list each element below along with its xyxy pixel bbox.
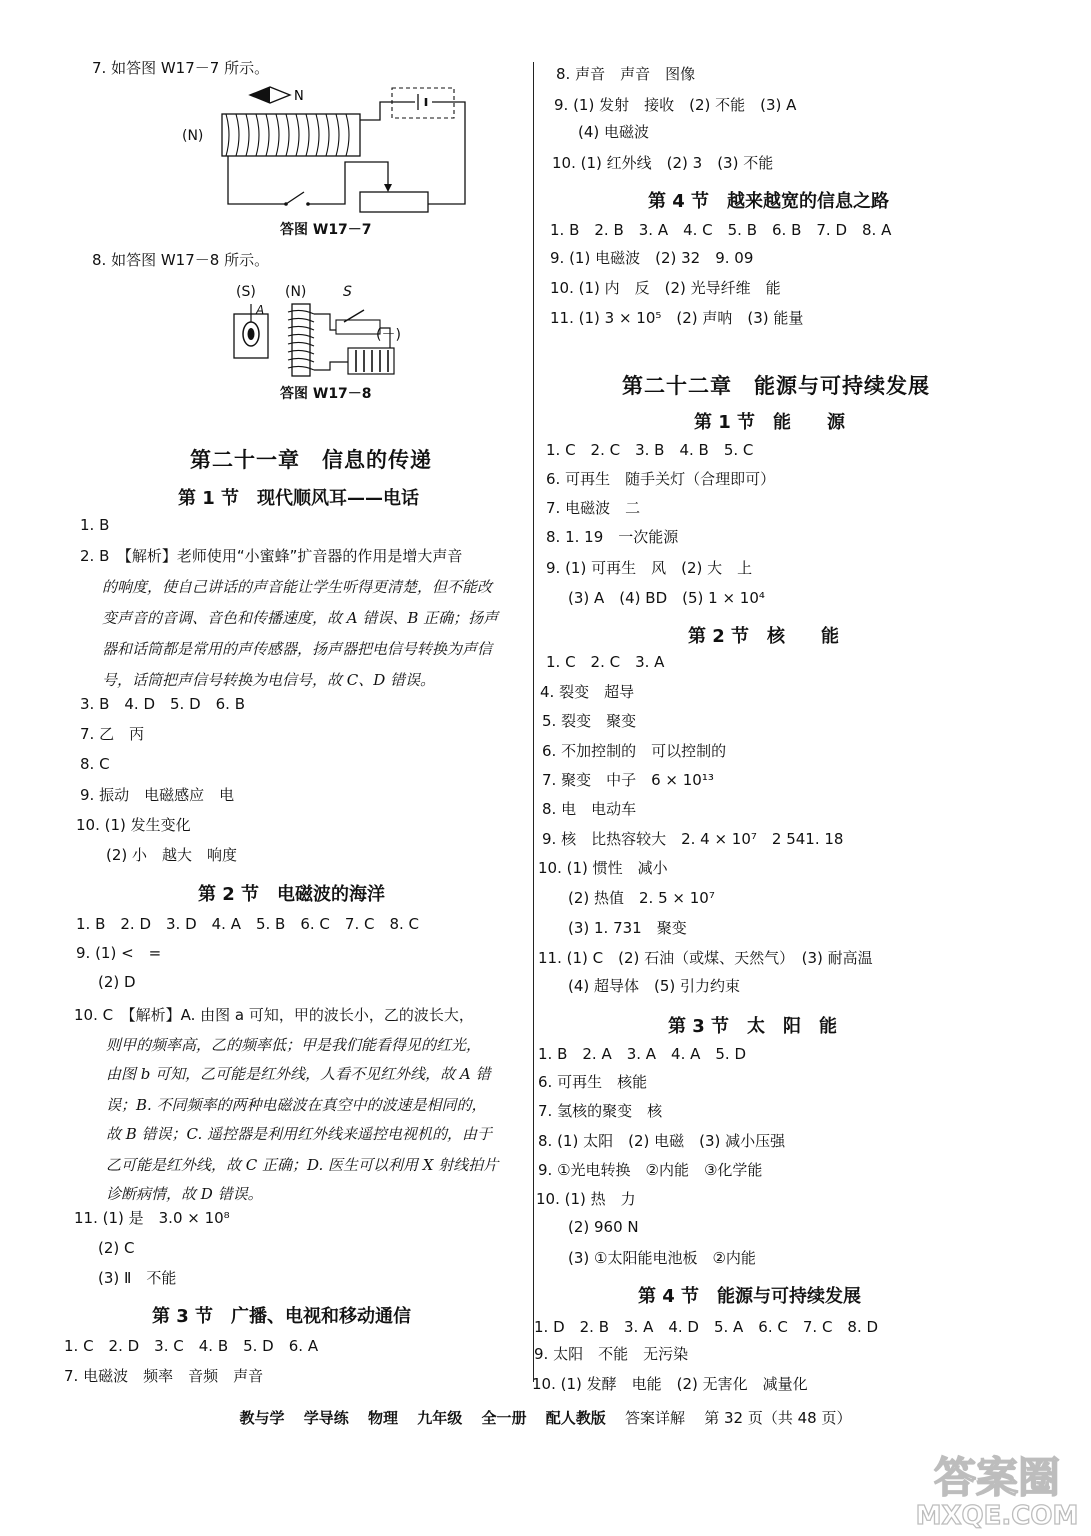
- footer-item: 九年级: [417, 1409, 463, 1427]
- ch21-s3-cont-line: 9. (1) 发射 接收 (2) 不能 (3) A: [554, 96, 797, 114]
- fig7-caption: 答图 W17－7: [280, 222, 372, 238]
- ch21-s2-line: 1. B 2. D 3. D 4. A 5. B 6. C 7. C 8. C: [76, 915, 420, 933]
- ch21-s4-line: 9. (1) 电磁波 (2) 32 9. 09: [550, 249, 754, 267]
- ch22-s1-line: 1. C 2. C 3. B 4. B 5. C: [546, 441, 754, 459]
- footer-item: 学导练: [303, 1409, 349, 1427]
- ch21-s2-line: 乙可能是红外线，故 C 正确；D. 医生可以利用 X 射线拍片: [106, 1156, 499, 1174]
- battery-pack: [348, 348, 394, 374]
- ch22-s1-line: 8. 1. 19 一次能源: [546, 528, 679, 546]
- rheostat: [360, 192, 428, 212]
- fig7-n-label: (N): [182, 128, 204, 144]
- ch22-s3-line: (3) ①太阳能电池板 ②内能: [568, 1249, 756, 1267]
- watermark-logo: [912, 1446, 1082, 1532]
- ch22-s2-line: 8. 电 电动车: [542, 800, 637, 818]
- ch21-s2-line: 11. (1) 是 3.0 × 10⁸: [74, 1209, 230, 1227]
- ch22-s2-line: (2) 热值 2. 5 × 10⁷: [568, 889, 715, 907]
- compass-n-label: N: [294, 89, 304, 104]
- ch21-s1-line: 9. 振动 电磁感应 电: [80, 786, 235, 804]
- ch21-s2-line: (2) C: [98, 1239, 135, 1257]
- ch21-s2-line: 诊断病情，故 D 错误。: [106, 1185, 263, 1203]
- footer-item: 配人教版: [545, 1409, 606, 1427]
- ch22-s1-line: 9. (1) 可再生 风 (2) 大 上: [546, 559, 753, 577]
- ch22-s3-line: 6. 可再生 核能: [538, 1073, 648, 1091]
- chapter-22-title: 第二十二章 能源与可持续发展: [622, 374, 930, 398]
- ch21-s2-line: 9. (1) < =: [76, 944, 162, 962]
- column-divider: [533, 62, 534, 1382]
- ch21-s1-line: 号，话筒把声信号转换为电信号，故 C、D 错误。: [102, 671, 436, 689]
- footer-item: 物理: [368, 1409, 399, 1427]
- ch22-s2-line: 6. 不加控制的 可以控制的: [542, 742, 727, 760]
- ch22-s2-line: 9. 核 比热容较大 2. 4 × 10⁷ 2 541. 18: [542, 830, 844, 848]
- ch22-s3-line: (2) 960 N: [568, 1218, 639, 1236]
- ch21-s2-line: 故 B 错误；C. 遥控器是利用红外线来遥控电视机的，由于: [106, 1125, 493, 1143]
- q8-intro: 8. 如答图 W17－8 所示。: [92, 251, 270, 269]
- ch21-s2-line: 10. C 【解析】A. 由图 a 可知，甲的波长小，乙的波长大，: [74, 1006, 474, 1024]
- ch22-s2-line: 10. (1) 惯性 减小: [538, 859, 668, 877]
- footer-item: 答案详解: [625, 1409, 686, 1427]
- fig8-s-switch-label: S: [343, 284, 352, 300]
- ch22-s3-line: 7. 氢核的聚变 核: [538, 1102, 663, 1120]
- page-number: 第 32 页（共 48 页）: [704, 1409, 852, 1427]
- fig8-s-label: (S): [236, 284, 256, 300]
- ch21-s3-line: 1. C 2. D 3. C 4. B 5. D 6. A: [64, 1337, 319, 1355]
- ch21-s2-line: 误；B. 不同频率的两种电磁波在真空中的波速是相同的，: [106, 1096, 487, 1114]
- ch22-s2-line: 7. 聚变 中子 6 × 10¹³: [542, 771, 714, 789]
- ch21-s2-line: (3) Ⅱ 不能: [98, 1269, 177, 1287]
- ch22-s4-line: 1. D 2. B 3. A 4. D 5. A 6. C 7. C 8. D: [534, 1318, 879, 1336]
- ch21-s3-cont-line: (4) 电磁波: [578, 123, 650, 141]
- ch22-s4-line: 10. (1) 发酵 电能 (2) 无害化 减量化: [532, 1375, 808, 1393]
- ch21-sec3-title: 第 3 节 广播、电视和移动通信: [152, 1306, 412, 1327]
- ch21-sec1-title: 第 1 节 现代顺风耳——电话: [178, 488, 420, 509]
- ch21-s3-cont-line: 10. (1) 红外线 (2) 3 (3) 不能: [552, 154, 774, 172]
- ch22-s2-line: 5. 裂变 聚变: [542, 712, 637, 730]
- figure-w17-7: [170, 82, 470, 214]
- footer-item: 教与学: [239, 1409, 285, 1427]
- ch22-s3-line: 8. (1) 太阳 (2) 电磁 (3) 减小压强: [538, 1132, 786, 1150]
- ch21-s1-line: 2. B 【解析】老师使用“小蜜蜂”扩音器的作用是增大声音: [80, 547, 463, 565]
- ch21-s1-line: 的响度，使自己讲话的声音能让学生听得更清楚，但不能改: [102, 578, 493, 596]
- ch21-s2-line: 则甲的频率高，乙的频率低；甲是我们能看得见的红光，: [106, 1036, 482, 1054]
- ch21-s1-line: 变声音的音调、音色和传播速度，故 A 错误、B 正确；扬声: [102, 609, 499, 627]
- svg-text:MXQE.COM: MXQE.COM: [915, 1501, 1079, 1531]
- ch22-s3-line: 9. ①光电转换 ②内能 ③化学能: [538, 1161, 763, 1179]
- ch21-s1-line: (2) 小 越大 响度: [106, 846, 238, 864]
- q7-intro: 7. 如答图 W17－7 所示。: [92, 59, 270, 77]
- ch22-s2-line: (4) 超导体 (5) 引力约束: [568, 977, 741, 995]
- ch22-sec1-title: 第 1 节 能 源: [694, 412, 846, 433]
- ch21-s2-line: (2) D: [98, 973, 136, 991]
- ch22-s2-line: 11. (1) C (2) 石油（或煤、天然气） (3) 耐高温: [538, 949, 873, 967]
- ch21-sec2-title: 第 2 节 电磁波的海洋: [198, 884, 386, 905]
- ch21-sec4-title: 第 4 节 越来越宽的信息之路: [648, 191, 890, 212]
- ch22-s2-line: 1. C 2. C 3. A: [546, 653, 665, 671]
- ch22-s3-line: 10. (1) 热 力: [536, 1190, 636, 1208]
- fig8-minus-label: (－): [376, 327, 401, 343]
- ch21-s4-line: 11. (1) 3 × 10⁵ (2) 声呐 (3) 能量: [550, 309, 804, 327]
- ch22-sec2-title: 第 2 节 核 能: [688, 626, 840, 647]
- ch21-s2-line: 由图 b 可知，乙可能是红外线，人看不见红外线，故 A 错: [106, 1065, 491, 1083]
- ch21-s1-line: 10. (1) 发生变化: [76, 816, 191, 834]
- ch21-s3-line: 7. 电磁波 频率 音频 声音: [64, 1367, 264, 1385]
- fig8-n-label: (N): [285, 284, 307, 300]
- footer-item: 全一册: [481, 1409, 527, 1427]
- ch22-s1-line: 6. 可再生 随手关灯（合理即可）: [546, 470, 776, 488]
- battery-dashed-box: [392, 88, 454, 118]
- ch22-s4-line: 9. 太阳 不能 无污染: [534, 1345, 689, 1363]
- ch22-s1-line: 7. 电磁波 二: [546, 499, 641, 517]
- fig8-a-label: A: [256, 303, 265, 317]
- chapter-21-title: 第二十一章 信息的传递: [190, 448, 432, 472]
- ch21-s4-line: 1. B 2. B 3. A 4. C 5. B 6. B 7. D 8. A: [550, 221, 892, 239]
- ch21-s3-cont-line: 8. 声音 声音 图像: [556, 65, 696, 83]
- ch21-s4-line: 10. (1) 内 反 (2) 光导纤维 能: [550, 279, 781, 297]
- ch22-s1-line: (3) A (4) BD (5) 1 × 10⁴: [568, 589, 765, 607]
- ch22-sec4-title: 第 4 节 能源与可持续发展: [638, 1286, 862, 1307]
- ch22-s3-line: 1. B 2. A 3. A 4. A 5. D: [538, 1045, 747, 1063]
- ch21-s1-line: 8. C: [80, 755, 110, 773]
- ch22-sec3-title: 第 3 节 太 阳 能: [668, 1016, 838, 1037]
- ch22-s2-line: 4. 裂变 超导: [540, 683, 635, 701]
- switch-lever: [286, 192, 304, 204]
- ch21-s1-line: 器和话筒都是常用的声传感器，扬声器把电信号转换为声信: [102, 640, 493, 658]
- svg-text:答案圈: 答案圈: [933, 1453, 1061, 1502]
- ch21-s1-line: 7. 乙 丙: [80, 725, 145, 743]
- ch21-s1-line: 1. B: [80, 516, 110, 534]
- ch22-s2-line: (3) 1. 731 聚变: [568, 919, 687, 937]
- ch21-s1-line: 3. B 4. D 5. D 6. B: [80, 695, 246, 713]
- fig8-caption: 答图 W17－8: [280, 386, 372, 402]
- page-footer: [0, 1407, 1091, 1428]
